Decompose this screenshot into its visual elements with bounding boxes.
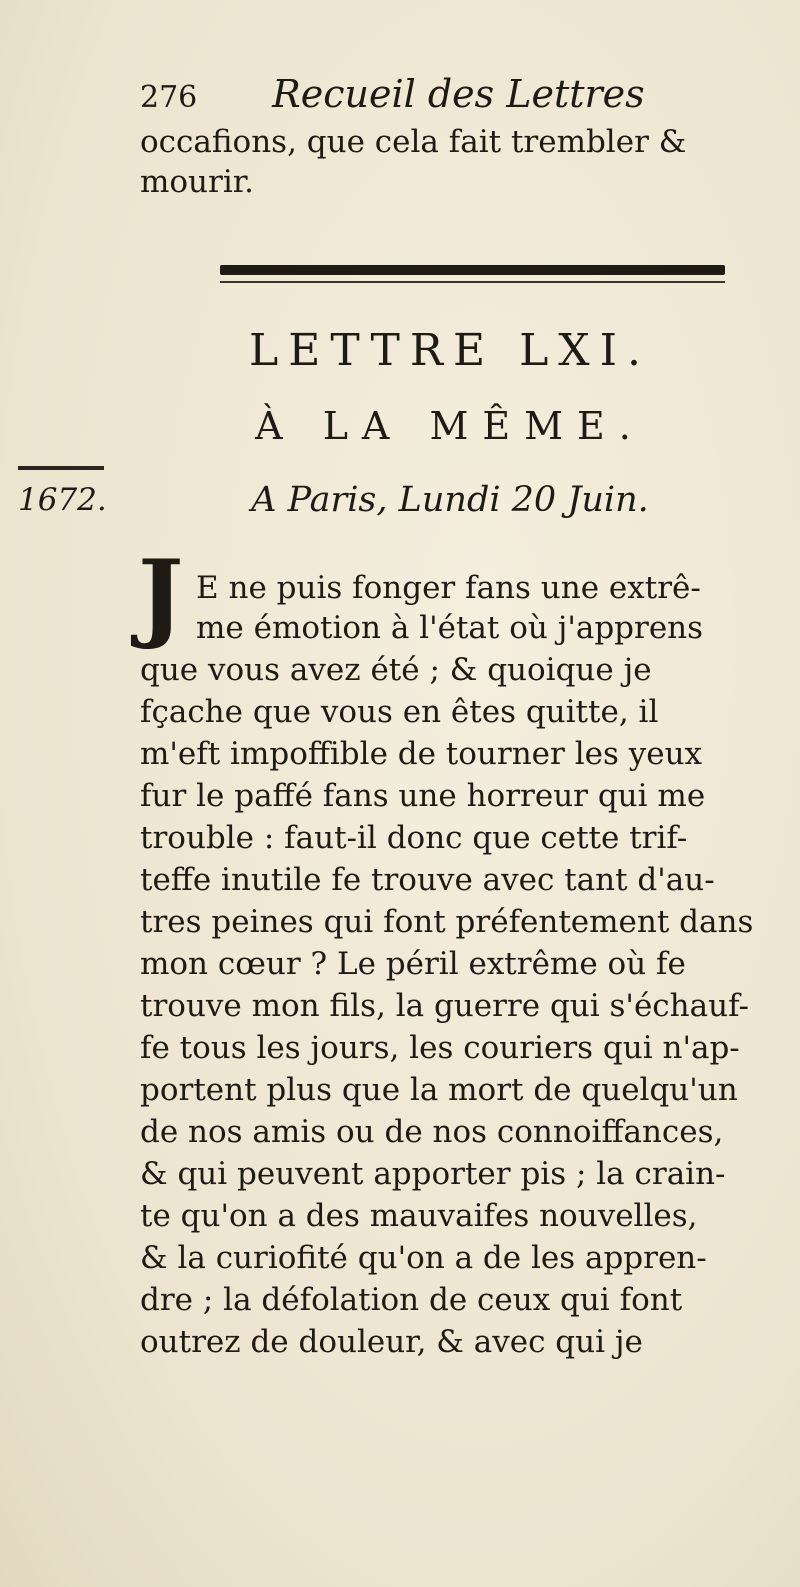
- carryover-line: occafions, que cela fait trembler &: [140, 124, 687, 160]
- body-line: m'eft impoffible de tourner les yeux: [140, 736, 703, 772]
- body-line: fur le paffé fans une horreur qui me: [140, 778, 706, 814]
- body-line: mon cœur ? Le péril extrême où fe: [140, 946, 686, 982]
- body-line: portent plus que la mort de quelqu'un: [140, 1072, 738, 1108]
- drop-cap: J: [138, 539, 184, 652]
- body-line: dre ; la défolation de ceux qui font: [140, 1282, 683, 1318]
- body-line: fçache que vous en êtes quitte, il: [140, 694, 659, 730]
- body-line: te qu'on a des mauvaifes nouvelles,: [140, 1198, 698, 1234]
- body-line: me émotion à l'état où j'apprens: [196, 610, 704, 646]
- body-line: E ne puis fonger fans une extrê-: [196, 570, 701, 606]
- letter-dateline: A Paris, Lundi 20 Juin.: [251, 480, 649, 520]
- letter-title: LETTRE LXI.: [249, 325, 651, 376]
- body-line: tres peines qui font préfentement dans: [140, 904, 754, 940]
- running-title: Recueil des Lettres: [272, 72, 645, 116]
- body-line: outrez de douleur, & avec qui je: [140, 1324, 643, 1360]
- running-head: [140, 72, 660, 116]
- letter-addressee: À LA MÊME.: [255, 404, 645, 448]
- section-rule-thin: [220, 281, 725, 283]
- body-line: & qui peuvent apporter pis ; la crain-: [140, 1156, 726, 1192]
- margin-rule: [18, 466, 104, 470]
- section-rule: [220, 265, 725, 275]
- body-line: que vous avez été ; & quoique je: [140, 652, 652, 688]
- body-line: & la curiofité qu'on a de les appren-: [140, 1240, 707, 1276]
- body-line: fe tous les jours, les couriers qui n'ap-: [140, 1030, 740, 1066]
- page-number: 276: [140, 80, 198, 115]
- carryover-line: mourir.: [140, 164, 255, 200]
- body-line: trouble : faut-il donc que cette trif-: [140, 820, 688, 856]
- body-line: trouve mon fils, la guerre qui s'échauf-: [140, 988, 749, 1024]
- body-line: de nos amis ou de nos connoiffances,: [140, 1114, 724, 1150]
- margin-year: 1672.: [18, 482, 107, 518]
- body-line: teffe inutile fe trouve avec tant d'au-: [140, 862, 715, 898]
